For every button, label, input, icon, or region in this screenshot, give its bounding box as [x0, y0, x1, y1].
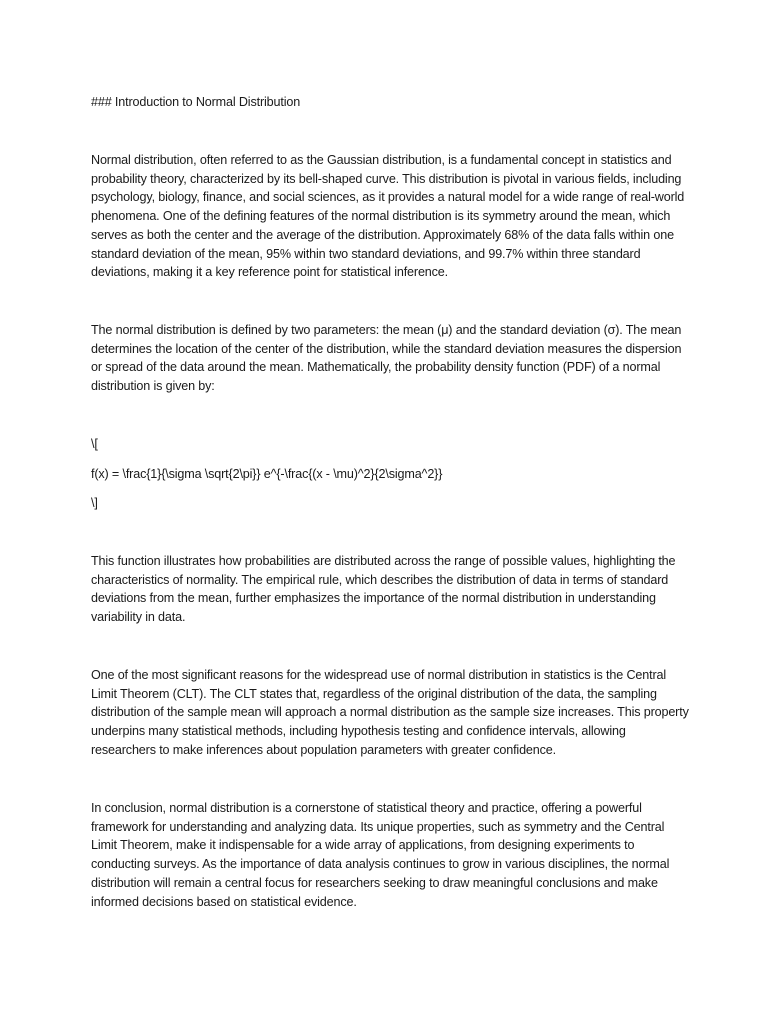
paragraph-introduction: Normal distribution, often referred to as the Gaussian distribution, is a fundamental concept in statistics and probability theory, characterized by its bell-shaped curve. This distribution is pivotal in various fields, including psychology, biology, finance, and social sciences, as it provides a natural model for a wide range of real-world phenomena. One of the defining features of the normal distribution is its symmetry around the mean, which serves as both the center and the average of the distribution. Approximately 68% of the data falls within one standard deviation of the mean, 95% within two standard deviations, and 99.7% within three standard deviations, making it a key reference point for statistical inference.	[91, 153, 685, 280]
formula-open-delimiter: \[	[91, 437, 98, 451]
paragraph-parameters: The normal distribution is defined by two parameters: the mean (μ) and the standard deviation (σ). The mean determines the location of the center of the distribution, while the standard deviation measures the dispersion or spread of the data around the mean. Mathematically, the probability density function (PDF) of a normal distribution is given by:	[91, 323, 682, 394]
paragraph-conclusion: In conclusion, normal distribution is a cornerstone of statistical theory and practice, offering a powerful framework for understanding and analyzing data. Its unique properties, such as symmetry and the Central Limit Theorem, make it indispensable for a wide array of applications, from designing experiments to conducting surveys. As the importance of data analysis continues to grow in various disciplines, the normal distribution will remain a central focus for researchers seeking to draw meaningful conclusions and make informed decisions based on statistical evidence.	[91, 801, 670, 909]
paragraph-central-limit-theorem: One of the most significant reasons for the widespread use of normal distribution in statistics is the Central Limit Theorem (CLT). The CLT states that, regardless of the original distribution of the data, the sampling distribution of the sample mean will approach a normal distribution as the sample size increases. This property underpins many statistical methods, including hypothesis testing and confidence intervals, allowing researchers to make inferences about population parameters with greater confidence.	[91, 668, 689, 757]
formula-close-delimiter: \]	[91, 496, 98, 510]
paragraph-empirical-rule: This function illustrates how probabilities are distributed across the range of possible values, highlighting the characteristics of normality. The empirical rule, which describes the distribution of data in terms of standard deviations from the mean, further emphasizes the importance of the normal distribution in understanding variability in data.	[91, 554, 676, 625]
document-heading: ### Introduction to Normal Distribution	[91, 95, 301, 109]
formula-pdf: f(x) = \frac{1}{\sigma \sqrt{2\pi}} e^{-\frac{(x - \mu)^2}{2\sigma^2}}	[91, 467, 443, 481]
